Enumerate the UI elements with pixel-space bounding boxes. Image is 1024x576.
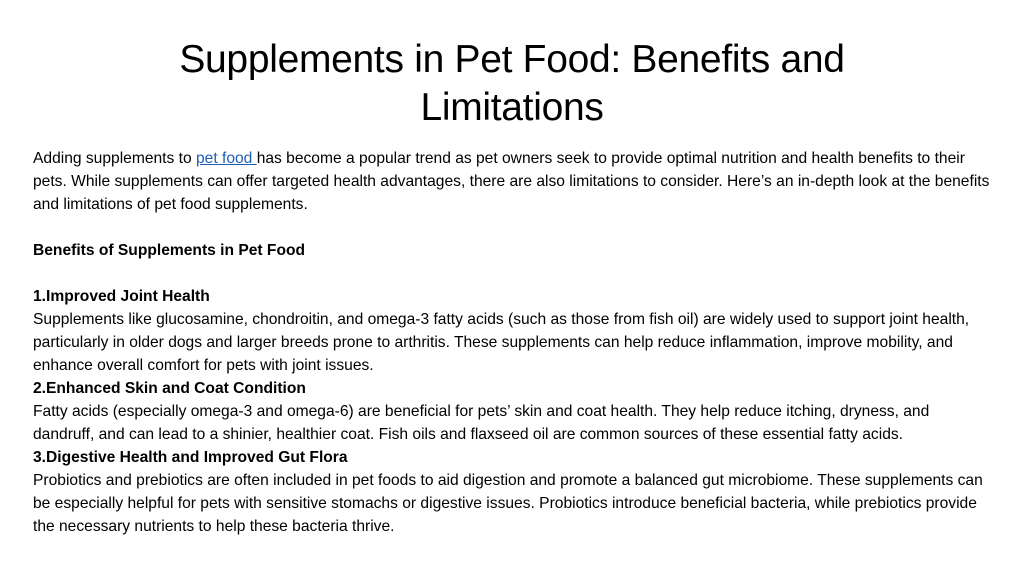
slide-body [33,147,993,538]
spacer [33,216,993,239]
section-heading: Benefits of Supplements in Pet Food [33,242,306,259]
benefit-heading: 1.Improved Joint Health [33,288,210,305]
intro-text-after-link: has become a popular trend as pet owners seek to provide optimal nutrition and health benefits to their pets. While supplements can offer targeted health advantages, there are also limitations to consider. Here’s an in-depth look at the benefits and limitations of pet food supplements. [33,150,990,213]
benefit-heading: 3.Digestive Health and Improved Gut Flora [33,449,348,466]
intro-paragraph [33,147,993,216]
spacer [33,262,993,285]
benefit-text: Probiotics and prebiotics are often included in pet foods to aid digestion and promote a balanced gut microbiome. These supplements can be especially helpful for pets with sensitive stomachs or digestive issues. Probiotics introduce beneficial bacteria, while prebiotics provide the necessary nutrients to help these bacteria thrive. [33,472,983,535]
pet-food-link[interactable]: pet food [195,150,257,167]
benefit-text: Supplements like glucosamine, chondroitin, and omega-3 fatty acids (such as those from fish oil) are widely used to support joint health, particularly in older dogs and larger breeds prone to arthritis. These supplements can help reduce inflammation, improve mobility, and enhance overall comfort for pets with joint issues. [33,311,970,374]
benefit-text: Fatty acids (especially omega-3 and omega-6) are beneficial for pets’ skin and coat health. They help reduce itching, dryness, and dandruff, and can lead to a shinier, healthier coat. Fish oils and flaxseed oil are common sources of these essential fatty acids. [33,403,930,443]
page-title: Supplements in Pet Food: Benefits and Limitations [179,38,845,129]
benefit-heading: 2.Enhanced Skin and Coat Condition [33,380,306,397]
intro-text-before-link: Adding supplements to [33,150,196,167]
